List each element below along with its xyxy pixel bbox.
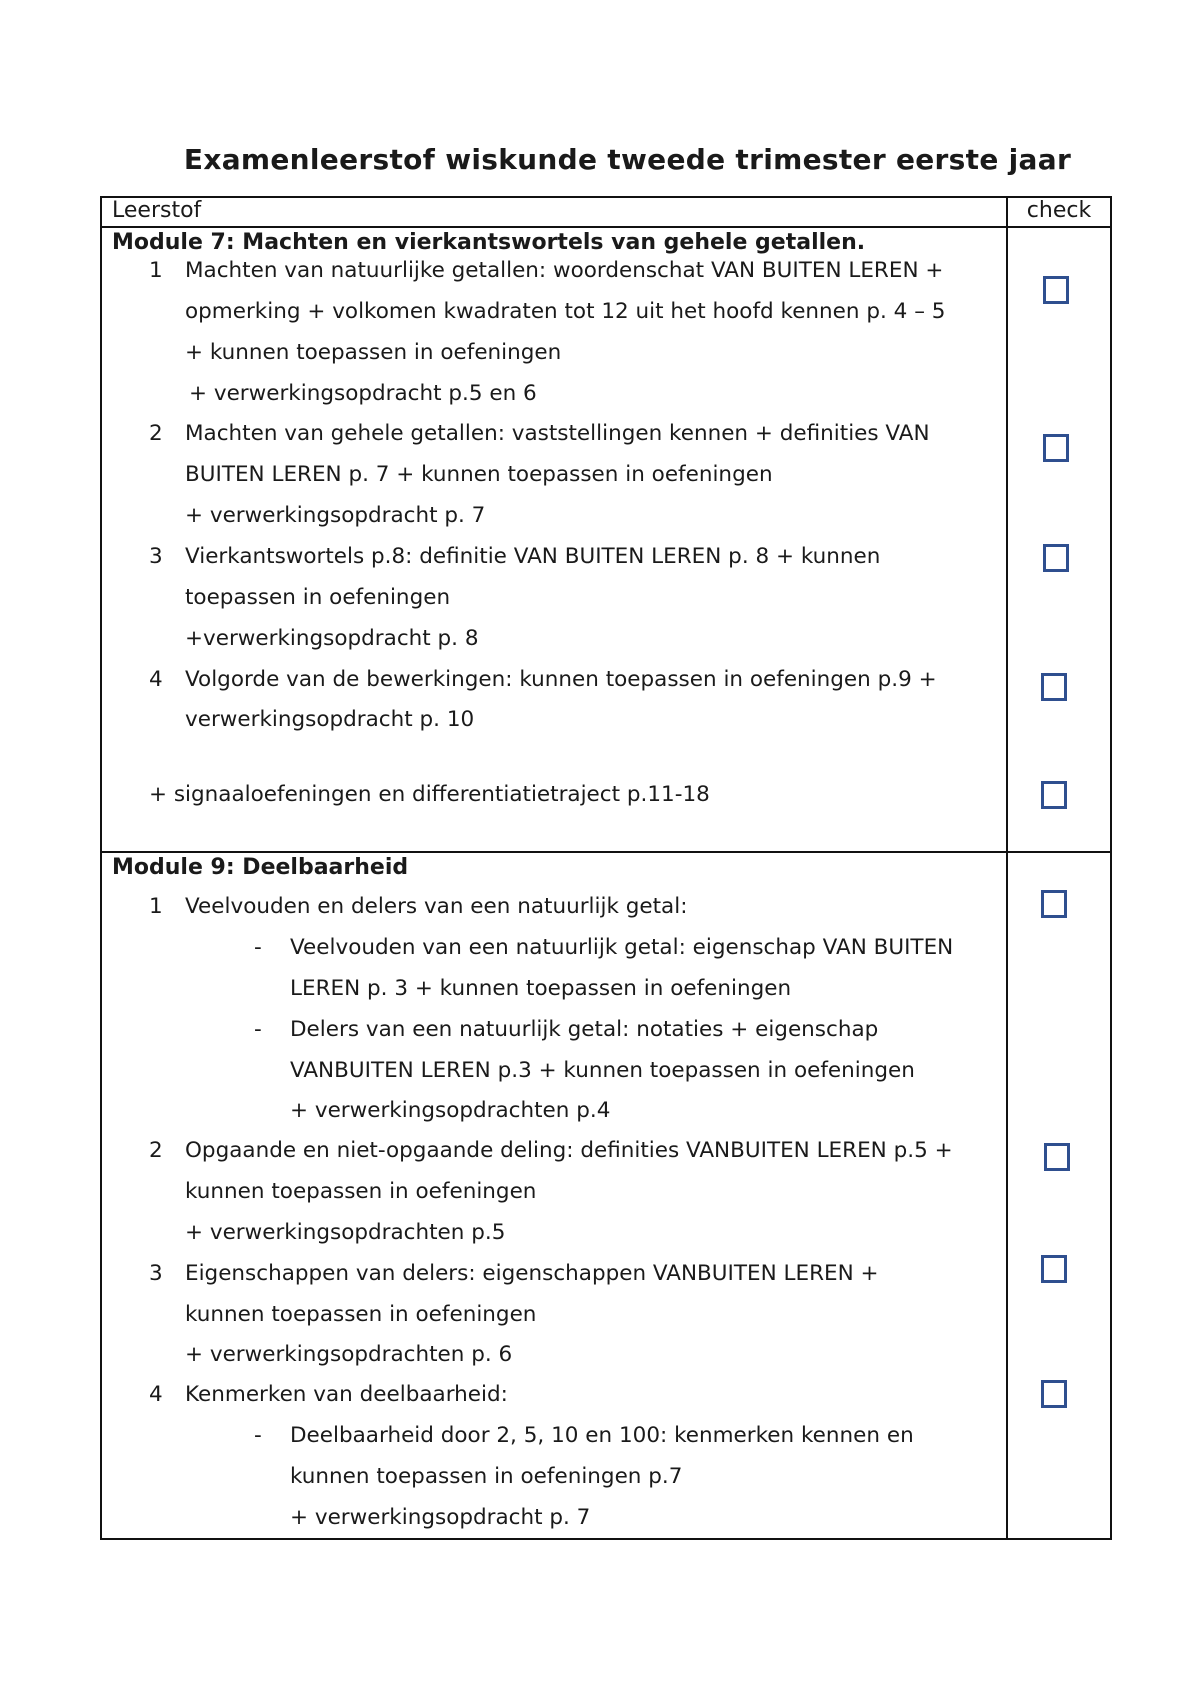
header-check: check	[1007, 197, 1111, 227]
m9-item-3-line-2: kunnen toepassen in oefeningen	[185, 1302, 537, 1327]
m9-item-4-checkbox[interactable]	[1041, 1380, 1067, 1408]
m9-item-1-number: 1	[149, 894, 163, 919]
module-9-row	[101, 852, 1111, 1539]
m7-item-3-number: 3	[149, 544, 163, 569]
m9-item-2-line-2: kunnen toepassen in oefeningen	[185, 1179, 537, 1204]
m7-extra-checkbox[interactable]	[1041, 781, 1067, 809]
m9-item-4-text: Kenmerken van deelbaarheid:	[185, 1382, 508, 1407]
m7-item-1-line-4: + verwerkingsopdracht p.5 en 6	[189, 381, 537, 406]
m9-item-3-line-1: Eigenschappen van delers: eigenschappen VANBUITEN LEREN +	[185, 1261, 879, 1286]
m9-item-4-sub-1-line-2: kunnen toepassen in oefeningen p.7	[290, 1464, 683, 1489]
m7-item-1-line-2: opmerking + volkomen kwadraten tot 12 uit het hoofd kennen p. 4 – 5	[185, 299, 946, 324]
table-header-row	[101, 197, 1111, 227]
m7-item-3-checkbox[interactable]	[1043, 544, 1069, 572]
m9-item-1-sub-2-line-2: VANBUITEN LEREN p.3 + kunnen toepassen in oefeningen	[290, 1058, 915, 1083]
m7-item-2-line-1: Machten van gehele getallen: vaststellingen kennen + definities VAN	[185, 421, 930, 446]
module-9-content	[101, 852, 1007, 1539]
m9-item-1-checkbox[interactable]	[1041, 890, 1067, 918]
m9-item-1-text: Veelvouden en delers van een natuurlijk getal:	[185, 894, 688, 919]
m7-item-4-number: 4	[149, 667, 163, 692]
m9-item-4-sub-1-dash: -	[254, 1423, 262, 1448]
m9-item-1-sub-2-dash: -	[254, 1017, 262, 1042]
m7-item-1-line-3: + kunnen toepassen in oefeningen	[185, 340, 562, 365]
header-leerstof: Leerstof	[101, 197, 1007, 227]
m7-item-3-line-2: toepassen in oefeningen	[185, 585, 451, 610]
module-7-heading: Module 7: Machten en vierkantswortels van gehele getallen.	[112, 230, 866, 255]
m7-item-3-line-3: +verwerkingsopdracht p. 8	[185, 626, 479, 651]
page-title: Examenleerstof wiskunde tweede trimester eerste jaar	[183, 143, 1072, 176]
module-7-content	[101, 227, 1007, 852]
m7-item-2-line-2: BUITEN LEREN p. 7 + kunnen toepassen in oefeningen	[185, 462, 773, 487]
m7-item-3-line-1: Vierkantswortels p.8: definitie VAN BUITEN LEREN p. 8 + kunnen	[185, 544, 881, 569]
m7-item-2-line-3: + verwerkingsopdracht p. 7	[185, 503, 486, 528]
m9-item-3-number: 3	[149, 1261, 163, 1286]
m9-item-2-number: 2	[149, 1138, 163, 1163]
m9-item-1-sub-2-line-3: + verwerkingsopdrachten p.4	[290, 1098, 611, 1123]
study-table	[100, 196, 1112, 1540]
m7-item-2-number: 2	[149, 421, 163, 446]
m7-item-4-checkbox[interactable]	[1041, 673, 1067, 701]
module-9-check-column	[1007, 852, 1111, 1539]
m9-item-1-sub-1-line-2: LEREN p. 3 + kunnen toepassen in oefeningen	[290, 976, 792, 1001]
module-7-check-column	[1007, 227, 1111, 852]
m9-item-3-line-3: + verwerkingsopdrachten p. 6	[185, 1342, 513, 1367]
m9-item-3-checkbox[interactable]	[1041, 1255, 1067, 1283]
m9-item-2-line-1: Opgaande en niet-opgaande deling: definities VANBUITEN LEREN p.5 +	[185, 1138, 953, 1163]
m7-item-1-number: 1	[149, 258, 163, 283]
m9-item-4-number: 4	[149, 1382, 163, 1407]
m9-item-4-sub-1-line-3: + verwerkingsopdracht p. 7	[290, 1505, 591, 1530]
m7-item-2-checkbox[interactable]	[1043, 434, 1069, 462]
m9-item-1-sub-1-line-1: Veelvouden van een natuurlijk getal: eigenschap VAN BUITEN	[290, 935, 954, 960]
m9-item-2-line-3: + verwerkingsopdrachten p.5	[185, 1220, 506, 1245]
m9-item-1-sub-1-dash: -	[254, 935, 262, 960]
m7-item-1-line-1: Machten van natuurlijke getallen: woordenschat VAN BUITEN LEREN +	[185, 258, 944, 283]
m7-item-1-checkbox[interactable]	[1043, 276, 1069, 304]
m7-extra-line: + signaaloefeningen en differentiatietraject p.11-18	[149, 782, 710, 807]
module-7-row	[101, 227, 1111, 852]
module-9-heading: Module 9: Deelbaarheid	[112, 855, 409, 880]
m7-item-4-line-2: verwerkingsopdracht p. 10	[185, 707, 475, 732]
m9-item-2-checkbox[interactable]	[1044, 1143, 1070, 1171]
m7-item-4-line-1: Volgorde van de bewerkingen: kunnen toepassen in oefeningen p.9 +	[185, 667, 937, 692]
m9-item-4-sub-1-line-1: Deelbaarheid door 2, 5, 10 en 100: kenmerken kennen en	[290, 1423, 914, 1448]
m9-item-1-sub-2-line-1: Delers van een natuurlijk getal: notaties + eigenschap	[290, 1017, 879, 1042]
